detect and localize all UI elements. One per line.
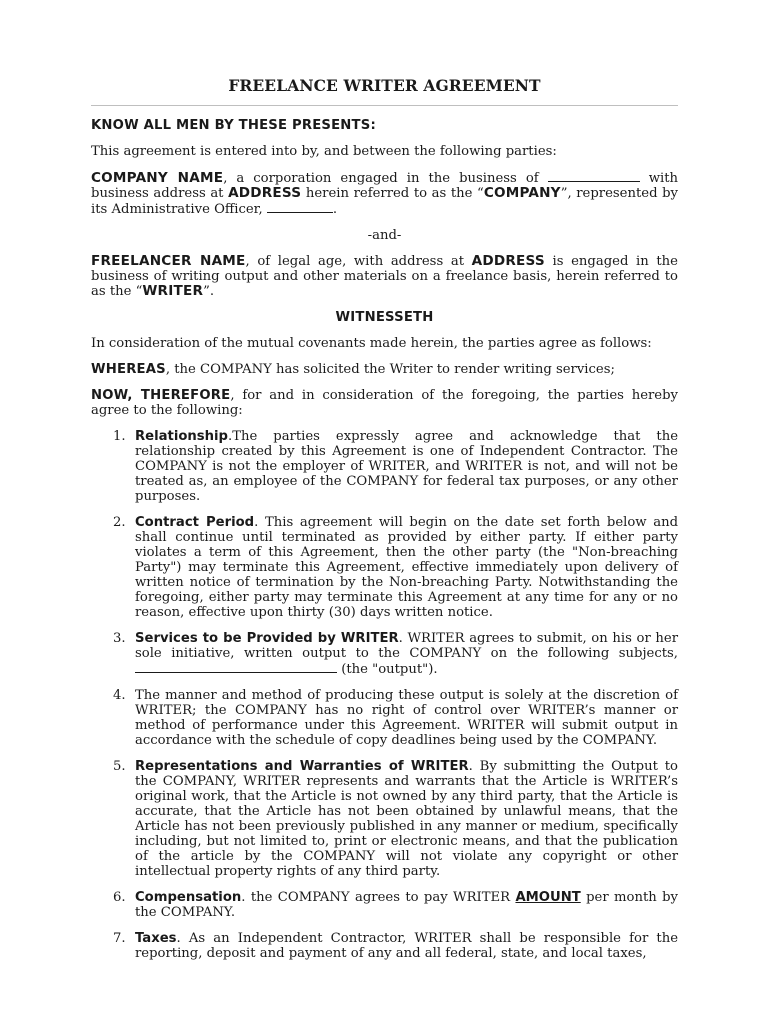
clause-relationship: 1. Relationship.The parties expressly agree and acknowledge that the relationship created by this Agreement is one of Independent Contractor. The COMPANY is not the employer of WRITER, and WRITER is not, and will not be treated as, an employee of the COMPANY for federal tax purposes, or any other purposes. bbox=[113, 429, 678, 504]
clause-list bbox=[91, 429, 678, 961]
company-paragraph: COMPANY NAME, a corporation engaged in the business of with business address at ADDRESS herein referred to as the “COMPANY”, represented by its Administrative Officer, . bbox=[91, 170, 679, 217]
freelancer-paragraph: FREELANCER NAME, of legal age, with address at ADDRESS is engaged in the business of writing output and other materials on a freelance basis, herein referred to as the “WRITER”. bbox=[91, 253, 678, 299]
company-ref: COMPANY bbox=[483, 185, 561, 201]
clause-representations: 5. Representations and Warranties of WRITER. By submitting the Output to the COMPANY, WRITER represents and warrants that the Article is WRITER’s original work, that the Article is not owned by any third party, that the Article is accurate, that the Article has not been obtained by unlawful means, that the Article has not been previously published in any manner or medium, specifically including, but not limited to, print or electronic means, and that the publication of the article by the COMPANY will not violate any copyright or other intellectual property rights of any third party. bbox=[113, 759, 678, 879]
clause-heading: Representations and Warranties of WRITER bbox=[135, 759, 469, 774]
clause-heading: Compensation bbox=[135, 890, 242, 905]
know-all-men-heading: KNOW ALL MEN BY THESE PRESENTS: bbox=[91, 118, 376, 133]
freelancer-address: ADDRESS bbox=[471, 253, 545, 269]
clause-taxes: 7. Taxes. As an Independent Contractor, WRITER shall be responsible for the reporting, deposit and payment of any and all federal, state, and local taxes, bbox=[113, 931, 678, 961]
now-therefore-paragraph: NOW, THEREFORE, for and in consideration of the foregoing, the parties hereby agree to the following: bbox=[91, 388, 678, 418]
clause-heading: Services to be Provided by WRITER bbox=[135, 631, 399, 646]
intro-paragraph: This agreement is entered into by, and between the following parties: bbox=[91, 144, 557, 159]
freelancer-name: FREELANCER NAME bbox=[91, 253, 246, 269]
subjects-blank bbox=[135, 661, 337, 673]
amount-placeholder: AMOUNT bbox=[515, 890, 581, 905]
company-name: COMPANY NAME bbox=[91, 170, 224, 186]
clause-heading: Relationship bbox=[135, 429, 228, 444]
page-title: FREELANCE WRITER AGREEMENT bbox=[228, 76, 541, 95]
whereas-paragraph: WHEREAS, the COMPANY has solicited the Writer to render writing services; bbox=[91, 362, 615, 377]
clause-heading: Contract Period bbox=[135, 515, 255, 530]
clause-services: 3. Services to be Provided by WRITER. WRITER agrees to submit, on his or her sole initiative, written output to the COMPANY on the following subjects, (the "output"). bbox=[113, 631, 678, 677]
and-separator: -and- bbox=[367, 228, 402, 243]
writer-ref: WRITER bbox=[142, 283, 204, 299]
officer-blank bbox=[267, 201, 333, 213]
company-address: ADDRESS bbox=[228, 185, 302, 201]
clause-contract-period: 2. Contract Period. This agreement will begin on the date set forth below and shall continue until terminated as provided by either party. If either party violates a term of this Agreement, then the other party (the "Non-breaching Party") may terminate this Agreement, effective immediately upon delivery of written notice of termination by the Non-breaching Party. Notwithstanding the foregoing, either party may terminate this Agreement at any time for any or no reason, effective upon thirty (30) days written notice. bbox=[113, 515, 679, 620]
consideration-paragraph: In consideration of the mutual covenants made herein, the parties agree as follows: bbox=[91, 336, 652, 351]
business-blank bbox=[548, 170, 640, 182]
clause-manner: 4. The manner and method of producing these output is solely at the discretion of WRITER; the COMPANY has no right of control over WRITER’s manner or method of performance under this Agreement. WRITER will submit output in accordance with the schedule of copy deadlines being used by the COMPANY. bbox=[113, 688, 678, 748]
title-divider bbox=[91, 105, 678, 106]
witnesseth-heading: WITNESSETH bbox=[335, 310, 434, 325]
document-body bbox=[91, 76, 678, 972]
clause-heading: Taxes bbox=[135, 931, 177, 946]
clause-compensation: 6. Compensation. the COMPANY agrees to pay WRITER AMOUNT per month by the COMPANY. bbox=[113, 890, 678, 920]
